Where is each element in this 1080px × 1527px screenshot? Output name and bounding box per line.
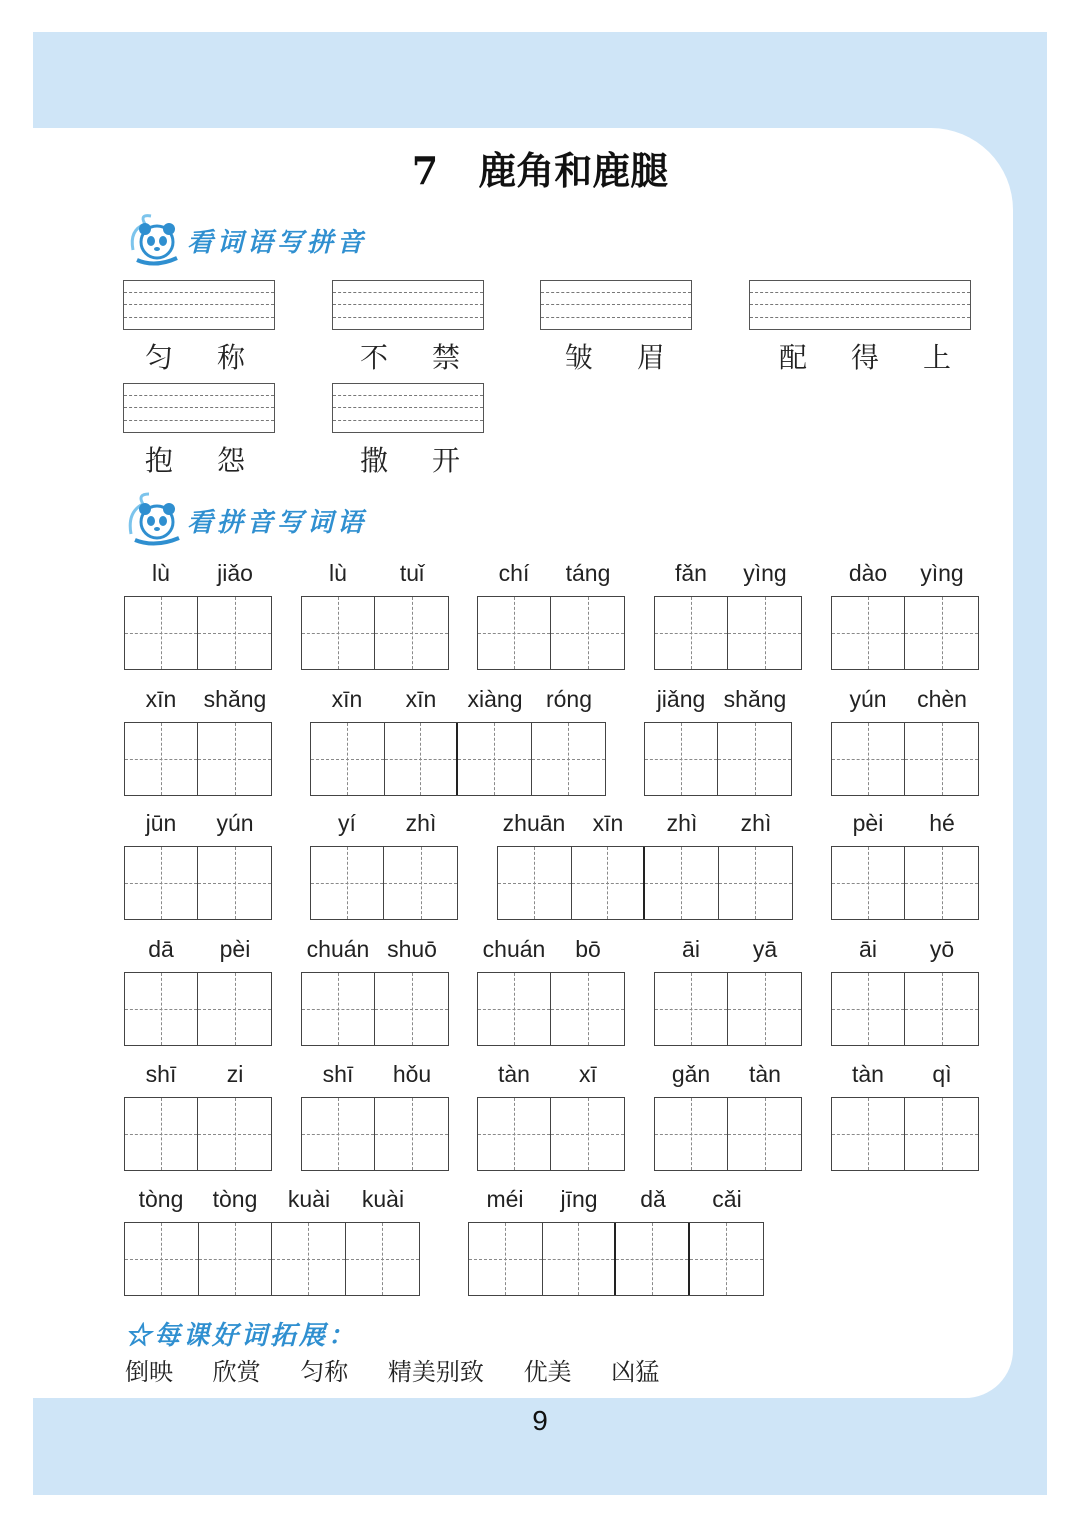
pinyin-word-group	[124, 560, 272, 672]
pinyin-syllable: bō	[575, 936, 601, 962]
pinyin-word-group	[124, 936, 272, 1048]
character-cell[interactable]	[375, 597, 448, 669]
pinyin-syllable: yún	[216, 810, 254, 836]
pinyin-syllable: xīn	[331, 686, 363, 712]
character-cell[interactable]	[832, 597, 905, 669]
character-grid	[310, 846, 458, 920]
pinyin-word-group	[831, 560, 979, 672]
character-grid	[831, 846, 979, 920]
pinyin-syllable: zhì	[405, 810, 437, 836]
pinyin-word-group	[477, 560, 625, 672]
pinyin-syllable: āi	[859, 936, 877, 962]
pinyin-syllable: pèi	[219, 936, 251, 962]
pinyin-syllable: shī	[322, 1061, 354, 1087]
pinyin-syllable: jīng	[560, 1186, 598, 1212]
character-cell[interactable]	[125, 723, 198, 795]
character-cell[interactable]	[905, 973, 978, 1045]
pinyin-syllable: xiàng	[467, 686, 523, 712]
character-cell[interactable]	[198, 597, 271, 669]
pinyin-word-group	[831, 686, 979, 798]
pinyin-syllable: tòng	[138, 1186, 184, 1212]
character-cell[interactable]	[905, 723, 978, 795]
pinyin-syllable: róng	[545, 686, 593, 712]
character-cell[interactable]	[375, 973, 448, 1045]
character-cell[interactable]	[302, 973, 375, 1045]
character-grid	[654, 596, 802, 670]
pinyin-syllable: shuō	[387, 936, 437, 962]
character-grid	[124, 596, 272, 670]
pinyin-syllable: xī	[579, 1061, 597, 1087]
extension-words	[125, 1352, 691, 1387]
pinyin-syllable: dǎ	[640, 1186, 666, 1212]
pinyin-word-group	[654, 560, 802, 672]
character-cell[interactable]	[272, 1223, 346, 1295]
character-cell[interactable]	[478, 597, 551, 669]
pinyin-syllable: kuài	[361, 1186, 405, 1212]
pinyin-syllable: méi	[486, 1186, 524, 1212]
word-characters: 撒 开	[359, 444, 460, 477]
character-cell[interactable]	[905, 847, 978, 919]
pinyin-word-group	[124, 1061, 272, 1173]
panda-icon	[125, 210, 185, 266]
character-cell[interactable]	[385, 723, 459, 795]
character-cell[interactable]	[198, 973, 271, 1045]
character-cell[interactable]	[832, 723, 905, 795]
pinyin-answer-box[interactable]	[332, 383, 484, 433]
extension-word: 匀称	[300, 1358, 349, 1386]
pinyin-syllable: yō	[929, 936, 955, 962]
character-cell[interactable]	[655, 1098, 728, 1170]
pinyin-word-group	[644, 686, 792, 798]
pinyin-syllable: shǎng	[203, 686, 267, 712]
character-cell[interactable]	[311, 847, 384, 919]
pinyin-syllable: xīn	[592, 810, 624, 836]
character-cell[interactable]	[832, 1098, 905, 1170]
pinyin-word-group	[310, 686, 606, 798]
pinyin-word-group	[301, 936, 449, 1048]
extension-word: 凶猛	[611, 1358, 660, 1386]
character-grid	[124, 1097, 272, 1171]
pinyin-word-group	[124, 810, 272, 922]
pinyin-word-group	[124, 686, 272, 798]
pinyin-word-group	[310, 810, 458, 922]
pinyin-word-group	[477, 1061, 625, 1173]
character-cell[interactable]	[551, 1098, 624, 1170]
character-cell[interactable]	[199, 1223, 273, 1295]
word-characters: 皱 眉	[564, 341, 665, 374]
lesson-title-text: 鹿角和鹿腿	[478, 148, 669, 193]
character-cell[interactable]	[645, 723, 718, 795]
character-cell[interactable]	[302, 1098, 375, 1170]
pinyin-syllable: zhì	[666, 810, 698, 836]
word-characters: 抱 怨	[144, 444, 245, 477]
character-grid	[124, 1222, 420, 1296]
extension-word: 精美别致	[387, 1358, 484, 1386]
character-cell[interactable]	[458, 723, 532, 795]
pinyin-syllable: chèn	[917, 686, 967, 712]
pinyin-syllable: zhuān	[502, 810, 566, 836]
pinyin-syllable: hé	[929, 810, 955, 836]
word-characters: 匀 称	[144, 341, 245, 374]
pinyin-syllable: dā	[148, 936, 174, 962]
pinyin-syllable: jiǎo	[217, 560, 253, 586]
pinyin-syllable: cǎi	[712, 1186, 742, 1212]
character-cell[interactable]	[384, 847, 457, 919]
character-cell[interactable]	[718, 723, 791, 795]
pinyin-syllable: chuán	[482, 936, 546, 962]
character-grid	[477, 596, 625, 670]
character-cell[interactable]	[498, 847, 572, 919]
pinyin-syllable: tuǐ	[399, 560, 425, 586]
pinyin-answer-box[interactable]	[123, 280, 275, 330]
pinyin-syllable: jiǎng	[656, 686, 706, 712]
character-cell[interactable]	[832, 847, 905, 919]
pinyin-syllable: tàn	[498, 1061, 530, 1087]
character-cell[interactable]	[478, 973, 551, 1045]
pinyin-syllable: chí	[498, 560, 530, 586]
character-cell[interactable]	[302, 597, 375, 669]
pinyin-answer-box[interactable]	[332, 280, 484, 330]
pinyin-syllable: jūn	[145, 810, 177, 836]
character-grid	[301, 1097, 449, 1171]
pinyin-word-group	[654, 1061, 802, 1173]
character-grid	[301, 972, 449, 1046]
pinyin-syllable: pèi	[852, 810, 884, 836]
pinyin-word-group	[497, 810, 793, 922]
character-cell[interactable]	[478, 1098, 551, 1170]
word-characters: 配 得 上	[778, 341, 951, 374]
character-grid	[124, 972, 272, 1046]
character-cell[interactable]	[616, 1223, 690, 1295]
pinyin-syllable: kuài	[287, 1186, 331, 1212]
pinyin-syllable: yìng	[743, 560, 787, 586]
character-cell[interactable]	[655, 973, 728, 1045]
pinyin-syllable: yún	[849, 686, 887, 712]
pinyin-syllable: shǎng	[723, 686, 787, 712]
extension-word: 倒映	[125, 1358, 173, 1386]
word-characters: 不 禁	[359, 341, 460, 374]
character-grid	[124, 846, 272, 920]
pinyin-word-group	[831, 936, 979, 1048]
section-write-pinyin-label: 看词语写拼音	[187, 228, 368, 258]
pinyin-syllable: lù	[152, 560, 170, 586]
character-grid	[310, 722, 606, 796]
pinyin-word-group	[477, 936, 625, 1048]
character-cell[interactable]	[311, 723, 385, 795]
character-grid	[831, 1097, 979, 1171]
pinyin-answer-box[interactable]	[540, 280, 692, 330]
character-cell[interactable]	[198, 723, 271, 795]
character-grid	[124, 722, 272, 796]
character-grid	[477, 1097, 625, 1171]
character-grid	[477, 972, 625, 1046]
character-cell[interactable]	[125, 973, 198, 1045]
character-cell[interactable]	[125, 847, 198, 919]
character-cell[interactable]	[551, 973, 624, 1045]
character-cell[interactable]	[125, 1223, 199, 1295]
character-cell[interactable]	[125, 597, 198, 669]
pinyin-syllable: qì	[932, 1061, 952, 1087]
character-grid	[831, 972, 979, 1046]
character-cell[interactable]	[125, 1098, 198, 1170]
character-grid	[831, 722, 979, 796]
character-cell[interactable]	[905, 597, 978, 669]
character-cell[interactable]	[905, 1098, 978, 1170]
character-grid	[468, 1222, 764, 1296]
pinyin-answer-box[interactable]	[749, 280, 971, 330]
pinyin-syllable: tàn	[749, 1061, 781, 1087]
extension-word: 优美	[523, 1358, 572, 1386]
pinyin-syllable: xīn	[405, 686, 437, 712]
character-cell[interactable]	[728, 973, 801, 1045]
pinyin-word-group	[468, 1186, 764, 1298]
pinyin-syllable: xīn	[145, 686, 177, 712]
extension-title: ☆每课好词拓展：	[125, 1321, 358, 1351]
pinyin-syllable: lù	[329, 560, 347, 586]
lesson-number: 7	[411, 148, 439, 193]
character-cell[interactable]	[728, 1098, 801, 1170]
character-grid	[654, 1097, 802, 1171]
page-number: 9	[532, 1405, 548, 1436]
character-cell[interactable]	[469, 1223, 543, 1295]
character-cell[interactable]	[655, 597, 728, 669]
character-cell[interactable]	[346, 1223, 420, 1295]
pinyin-syllable: āi	[682, 936, 700, 962]
pinyin-word-group	[124, 1186, 420, 1298]
pinyin-word-group	[301, 1061, 449, 1173]
character-grid	[497, 846, 793, 920]
pinyin-syllable: fǎn	[675, 560, 707, 586]
character-grid	[654, 972, 802, 1046]
pinyin-syllable: zhì	[740, 810, 772, 836]
character-cell[interactable]	[551, 597, 624, 669]
character-grid	[301, 596, 449, 670]
pinyin-syllable: tàn	[852, 1061, 884, 1087]
pinyin-word-group	[301, 560, 449, 672]
character-cell[interactable]	[375, 1098, 448, 1170]
pinyin-syllable: dào	[848, 560, 888, 586]
extension-word: 欣赏	[212, 1358, 261, 1386]
pinyin-syllable: zi	[226, 1061, 244, 1087]
lesson-title	[0, 140, 1080, 195]
pinyin-syllable: yā	[752, 936, 778, 962]
character-cell[interactable]	[728, 597, 801, 669]
character-cell[interactable]	[532, 723, 606, 795]
character-cell[interactable]	[690, 1223, 763, 1295]
character-cell[interactable]	[645, 847, 719, 919]
pinyin-syllable: gǎn	[671, 1061, 711, 1087]
character-cell[interactable]	[719, 847, 793, 919]
pinyin-word-group	[831, 1061, 979, 1173]
character-cell[interactable]	[832, 973, 905, 1045]
character-grid	[831, 596, 979, 670]
pinyin-word-group	[831, 810, 979, 922]
pinyin-answer-box[interactable]	[123, 383, 275, 433]
pinyin-syllable: yìng	[920, 560, 964, 586]
pinyin-syllable: tòng	[212, 1186, 258, 1212]
section-write-words-label: 看拼音写词语	[187, 508, 368, 538]
pinyin-syllable: táng	[565, 560, 611, 586]
pinyin-syllable: hǒu	[392, 1061, 432, 1087]
pinyin-syllable: yí	[338, 810, 356, 836]
pinyin-syllable: shī	[145, 1061, 177, 1087]
character-cell[interactable]	[198, 1098, 271, 1170]
character-cell[interactable]	[543, 1223, 617, 1295]
character-cell[interactable]	[572, 847, 646, 919]
pinyin-syllable: chuán	[306, 936, 370, 962]
character-cell[interactable]	[198, 847, 271, 919]
pinyin-word-group	[654, 936, 802, 1048]
character-grid	[644, 722, 792, 796]
panda-icon	[125, 490, 185, 546]
